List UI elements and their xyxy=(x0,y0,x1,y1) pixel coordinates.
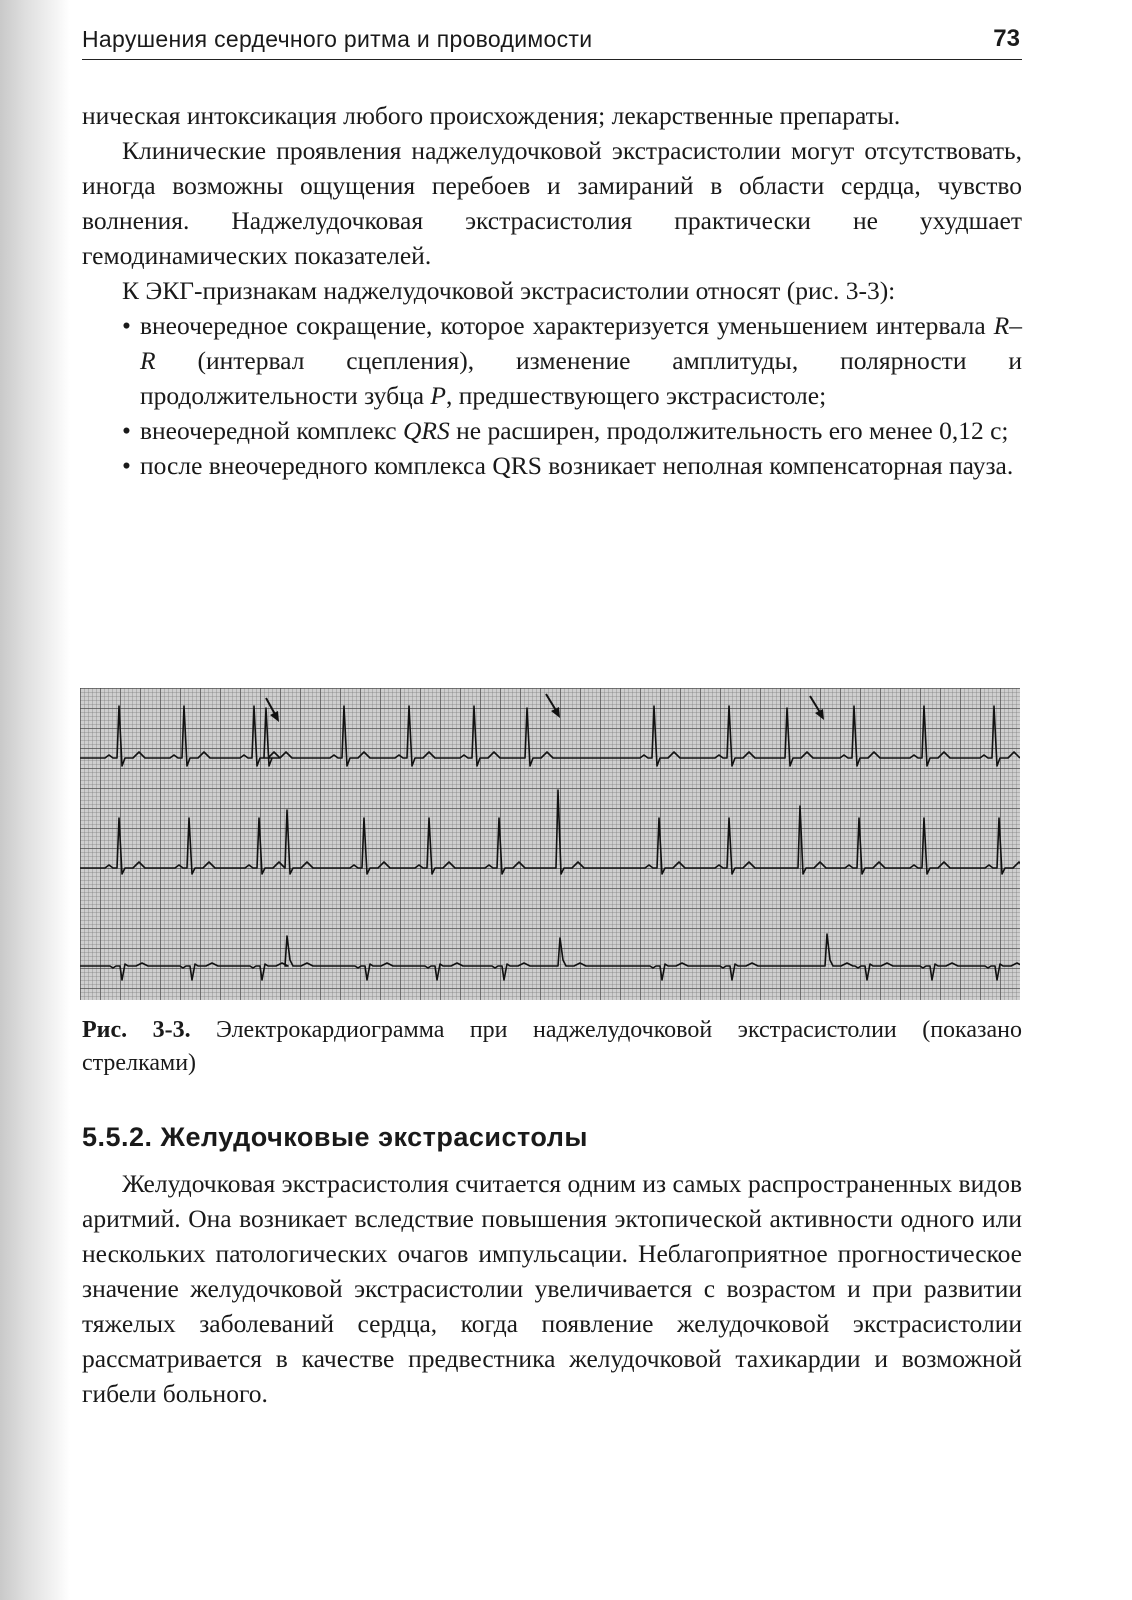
list-item xyxy=(122,448,1022,483)
figure-caption-text: Электрокардиограмма при наджелудочковой экстрасистолии (показано стрелками) xyxy=(82,1017,1022,1076)
paragraph-clinical: Клинические проявления наджелудочковой экстрасистолии могут отсутствовать, иногда возможны ощущения перебоев и замираний в области сердца, чувство волнения. Наджелудочковая экстрасистолия практически не ухудшает гемодинамических показателей. xyxy=(82,136,1022,270)
figure-caption xyxy=(82,1014,1022,1080)
ecg-trace-lead-2 xyxy=(80,790,1020,874)
body-text-bottom xyxy=(82,1166,1022,1411)
page-number: 73 xyxy=(993,25,1020,52)
running-title: Нарушения сердечного ритма и проводимости xyxy=(82,26,593,52)
paragraph-continuation: ническая интоксикация любого происхождения; лекарственные препараты. xyxy=(82,101,901,130)
list-item-text: не расширен, продолжительность его менее 0,12 с; xyxy=(449,416,1009,445)
list-item-text: , предшествующего экстрасистоле; xyxy=(445,381,827,410)
paragraph-ecg-signs: К ЭКГ-признакам наджелудочковой экстрасистолии относят (рис. 3-3): xyxy=(122,276,896,305)
page-header xyxy=(82,26,1022,62)
ecg-traces xyxy=(80,688,1020,1000)
list-item-text: (интервал сцепления), изменение амплитуды, полярности и продолжительности зубца xyxy=(140,346,1022,410)
figure-caption-label: Рис. 3-3. xyxy=(82,1017,191,1043)
list-item-text: внеочередное сокращение, которое характеризуется уменьшением интервала xyxy=(140,311,994,340)
list-item-italic: R–R xyxy=(140,311,1022,375)
ecg-signs-list xyxy=(82,308,1022,483)
list-item-text: после внеочередного комплекса QRS возникает неполная компенсаторная пауза. xyxy=(140,451,1014,480)
body-text-top xyxy=(82,98,1022,483)
ecg-trace-lead-1 xyxy=(80,706,1020,766)
page-gutter-shadow xyxy=(0,0,70,1600)
list-item-italic: P xyxy=(430,381,446,410)
list-item-text: внеочередной комплекс xyxy=(140,416,403,445)
bullet-marker: • xyxy=(122,311,131,340)
bullet-marker: • xyxy=(122,416,131,445)
list-item-italic: QRS xyxy=(403,416,450,445)
bullet-marker: • xyxy=(122,451,131,480)
ecg-trace-lead-3 xyxy=(80,934,1020,980)
list-item xyxy=(122,413,1022,448)
ecg-figure xyxy=(80,688,1020,1000)
paragraph-ventricular: Желудочковая экстрасистолия считается одним из самых распространенных видов аритмий. Она возникает вследствие повышения эктопической активности одного или нескольких патологических очагов импульсации. Неблагоприятное прогностическое значение желудочковой экстрасистолии увеличивается с возрастом и при развитии тяжелых заболеваний сердца, когда появление желудочковой экстрасистолии рассматривается в качестве предвестника желудочковой тахикардии и возможной гибели больного. xyxy=(82,1169,1022,1408)
section-heading: 5.5.2. Желудочковые экстрасистолы xyxy=(82,1122,588,1152)
header-rule xyxy=(82,59,1022,60)
list-item xyxy=(122,308,1022,413)
